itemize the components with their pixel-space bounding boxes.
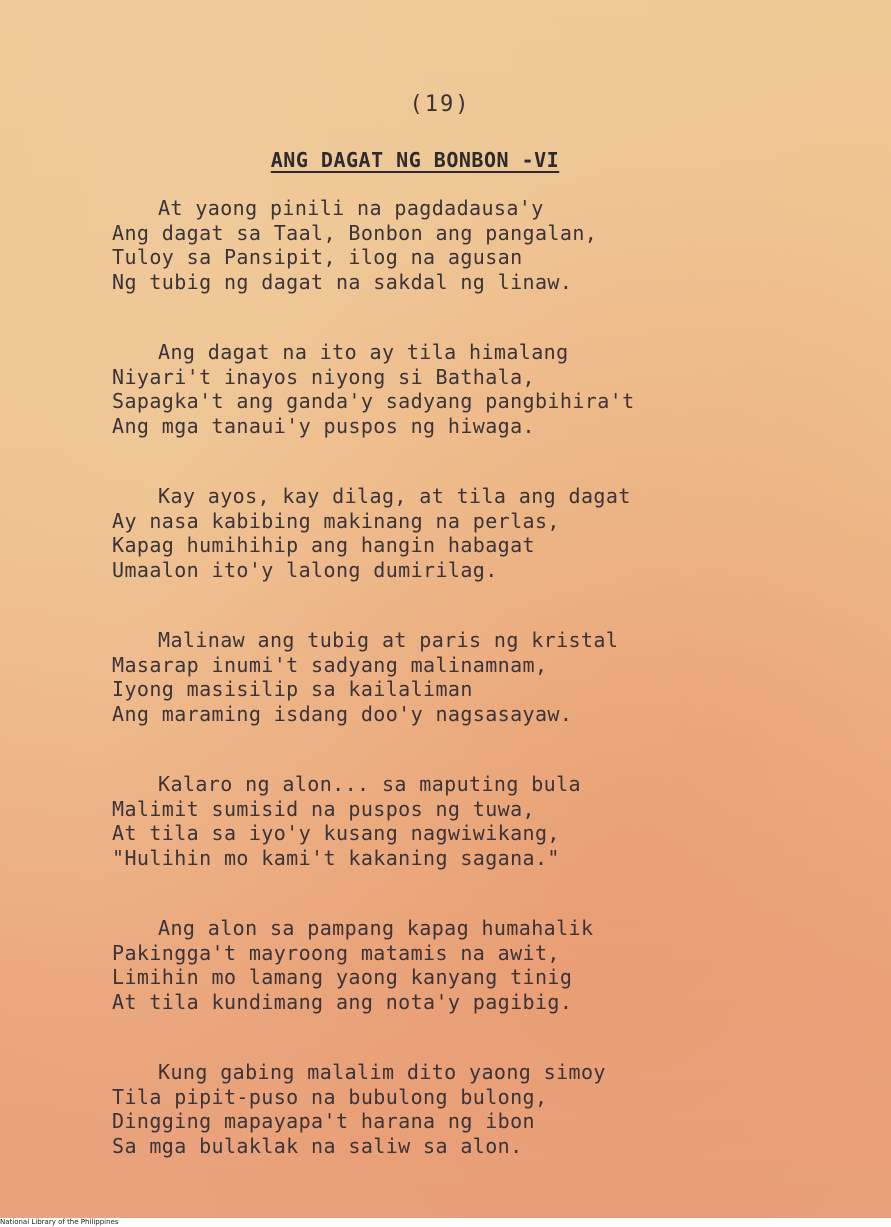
poem-title: ANG DAGAT NG BONBON -VI — [270, 148, 560, 172]
poem-line: Dingging mapayapa't harana ng ibon — [112, 1109, 535, 1133]
stanza-7 — [112, 1060, 812, 1158]
poem-line: Malinaw ang tubig at paris ng kristal — [158, 628, 619, 652]
poem-line: Masarap inumi't sadyang malinamnam, — [112, 652, 548, 677]
poem-line: Limihin mo lamang yaong kanyang tinig — [112, 965, 573, 989]
stanza-3 — [112, 484, 812, 582]
poem-line: Iyong masisilip sa kailaliman — [112, 677, 473, 701]
poem-line: Ang dagat sa Taal, Bonbon ang pangalan, — [112, 220, 598, 245]
poem-line: Ang mga tanaui'y puspos ng hiwaga. — [112, 413, 535, 438]
stanza-1 — [112, 196, 812, 294]
library-attribution: National Library of the Philippines — [0, 1218, 119, 1226]
poem-line: Kalaro ng alon... sa maputing bula — [158, 772, 581, 796]
poem-body — [112, 196, 812, 1204]
poem-line: Ay nasa kabibing makinang na perlas, — [112, 508, 560, 533]
poem-line: Pakingga't mayroong matamis na awit, — [112, 940, 560, 965]
poem-line: Niyari't inayos niyong si Bathala, — [112, 364, 535, 389]
poem-line: Ang dagat na ito ay tila himalang — [158, 340, 569, 364]
poem-line: At tila sa iyo'y kusang nagwiwikang, — [112, 821, 560, 845]
poem-line: Sa mga bulaklak na saliw sa alon. — [112, 1133, 523, 1158]
poem-line: Kapag humihihip ang hangin habagat — [112, 533, 535, 557]
poem-line: Sapagka't ang ganda'y sadyang pangbihira't — [112, 389, 635, 413]
poem-line: Kay ayos, kay dilag, at tila ang dagat — [158, 484, 631, 508]
stanza-4 — [112, 628, 812, 726]
poem-line: Ng tubig ng dagat na sakdal ng linaw. — [112, 269, 573, 294]
poem-line: Umaalon ito'y lalong dumirilag. — [112, 557, 498, 582]
stanza-5 — [112, 772, 812, 870]
poem-line: Ang maraming isdang doo'y nagsasayaw. — [112, 701, 573, 726]
poem-line: Malimit sumisid na puspos ng tuwa, — [112, 796, 535, 821]
poem-line: Tuloy sa Pansipit, ilog na agusan — [112, 245, 523, 269]
page-number: (19) — [409, 92, 471, 117]
stanza-6 — [112, 916, 812, 1014]
poem-line: At yaong pinili na pagdadausa'y — [158, 196, 544, 220]
poem-line: Tila pipit-puso na bubulong bulong, — [112, 1084, 548, 1109]
poem-line: Ang alon sa pampang kapag humahalik — [158, 916, 594, 940]
poem-line: "Hulihin mo kami't kakaning sagana." — [112, 845, 560, 870]
poem-line: At tila kundimang ang nota'y pagibig. — [112, 989, 573, 1014]
poem-line: Kung gabing malalim dito yaong simoy — [158, 1060, 606, 1084]
stanza-2 — [112, 340, 812, 438]
